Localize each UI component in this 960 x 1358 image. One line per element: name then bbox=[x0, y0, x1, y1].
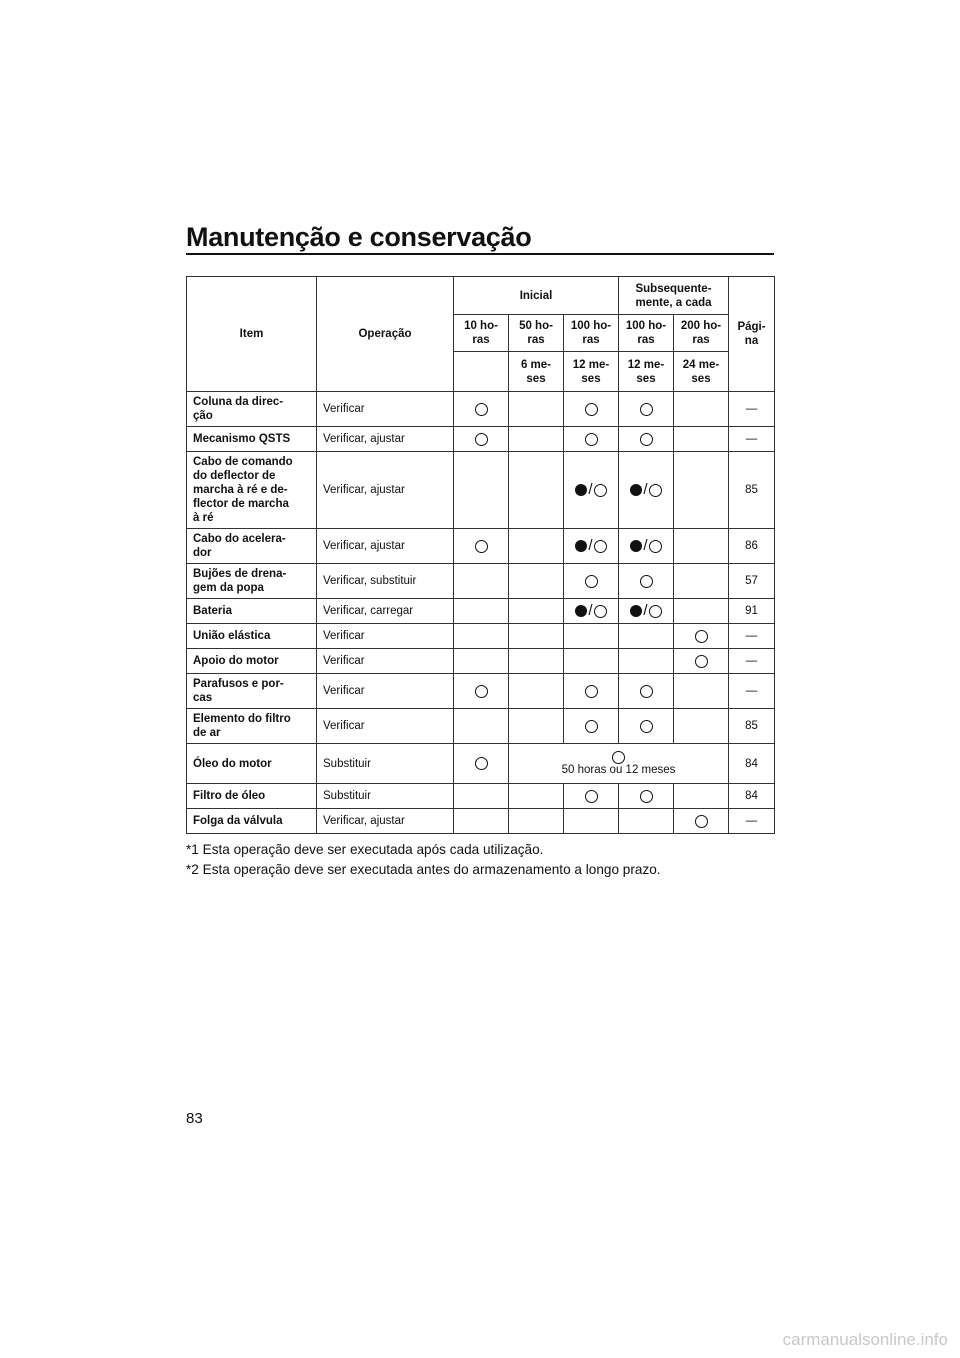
row-mark bbox=[454, 674, 509, 709]
header-page: Pági- na bbox=[729, 277, 775, 392]
row-mark bbox=[564, 784, 619, 809]
row-page: 86 bbox=[729, 529, 775, 564]
slash-icon: / bbox=[643, 602, 648, 619]
row-mark bbox=[564, 452, 619, 529]
header-hours: 200 ho- ras bbox=[674, 315, 729, 352]
row-mark bbox=[619, 784, 674, 809]
table-row bbox=[187, 427, 775, 452]
page-title: Manutenção e conservação bbox=[186, 222, 532, 252]
slash-icon: / bbox=[588, 537, 593, 554]
row-item: Filtro de óleo bbox=[187, 784, 317, 809]
row-operation: Verificar, carregar bbox=[317, 599, 454, 624]
page-number: 83 bbox=[186, 1110, 203, 1127]
row-mark bbox=[564, 564, 619, 599]
row-page: 84 bbox=[729, 744, 775, 784]
row-mark bbox=[454, 564, 509, 599]
header-hours: 100 ho- ras bbox=[564, 315, 619, 352]
row-mark bbox=[674, 624, 729, 649]
row-mark bbox=[454, 784, 509, 809]
row-page: — bbox=[729, 649, 775, 674]
filled-dot-icon bbox=[575, 540, 587, 552]
row-mark bbox=[619, 529, 674, 564]
check-ring-icon bbox=[594, 484, 607, 497]
row-operation: Verificar, ajustar bbox=[317, 529, 454, 564]
row-item: Folga da válvula bbox=[187, 809, 317, 834]
row-mark bbox=[509, 709, 564, 744]
row-operation: Verificar, ajustar bbox=[317, 809, 454, 834]
check-ring-icon bbox=[612, 751, 625, 764]
footnote-2: *2 Esta operação deve ser executada antes do armazenamento a longo prazo. bbox=[186, 862, 661, 877]
check-ring-icon bbox=[649, 540, 662, 553]
filled-dot-icon bbox=[630, 484, 642, 496]
row-mark bbox=[619, 709, 674, 744]
check-ring-icon bbox=[695, 630, 708, 643]
row-mark bbox=[509, 784, 564, 809]
row-mark bbox=[509, 452, 564, 529]
table-row bbox=[187, 649, 775, 674]
row-mark bbox=[454, 649, 509, 674]
maintenance-schedule-table bbox=[186, 276, 775, 834]
row-mark bbox=[454, 709, 509, 744]
footnotes bbox=[186, 840, 661, 880]
row-mark bbox=[674, 529, 729, 564]
filled-dot-icon bbox=[630, 540, 642, 552]
row-page: — bbox=[729, 674, 775, 709]
row-item: União elástica bbox=[187, 624, 317, 649]
row-page: — bbox=[729, 624, 775, 649]
row-item: Coluna da direc- ção bbox=[187, 392, 317, 427]
row-page: 57 bbox=[729, 564, 775, 599]
row-mark bbox=[454, 809, 509, 834]
row-operation: Verificar bbox=[317, 674, 454, 709]
row-mark bbox=[674, 649, 729, 674]
table-row bbox=[187, 392, 775, 427]
row-mark bbox=[509, 624, 564, 649]
row-mark bbox=[619, 649, 674, 674]
row-mark-span bbox=[509, 744, 729, 784]
check-ring-icon bbox=[475, 540, 488, 553]
row-page: 85 bbox=[729, 452, 775, 529]
table-row bbox=[187, 784, 775, 809]
check-ring-icon bbox=[640, 790, 653, 803]
row-mark bbox=[509, 427, 564, 452]
table-row bbox=[187, 709, 775, 744]
row-operation: Substituir bbox=[317, 784, 454, 809]
row-mark bbox=[674, 809, 729, 834]
row-mark bbox=[454, 427, 509, 452]
row-item: Cabo do acelera- dor bbox=[187, 529, 317, 564]
table-row bbox=[187, 529, 775, 564]
header-months: 24 me- ses bbox=[674, 352, 729, 392]
check-ring-icon bbox=[640, 403, 653, 416]
check-ring-icon bbox=[649, 605, 662, 618]
row-mark bbox=[509, 649, 564, 674]
row-page: — bbox=[729, 392, 775, 427]
watermark: carmanualsonline.info bbox=[782, 1330, 948, 1349]
row-page: 91 bbox=[729, 599, 775, 624]
check-ring-icon bbox=[475, 433, 488, 446]
row-mark bbox=[564, 649, 619, 674]
row-mark bbox=[674, 709, 729, 744]
table-row bbox=[187, 674, 775, 709]
row-mark bbox=[674, 599, 729, 624]
row-mark bbox=[454, 744, 509, 784]
row-item: Bujões de drena- gem da popa bbox=[187, 564, 317, 599]
check-ring-icon bbox=[585, 685, 598, 698]
header-months: 6 me- ses bbox=[509, 352, 564, 392]
header-months-empty bbox=[454, 352, 509, 392]
check-ring-icon bbox=[640, 575, 653, 588]
header-operation: Operação bbox=[317, 277, 454, 392]
row-operation: Verificar bbox=[317, 709, 454, 744]
row-operation: Verificar bbox=[317, 649, 454, 674]
row-item: Apoio do motor bbox=[187, 649, 317, 674]
row-page: — bbox=[729, 809, 775, 834]
row-mark bbox=[454, 599, 509, 624]
check-ring-icon bbox=[640, 685, 653, 698]
slash-icon: / bbox=[588, 481, 593, 498]
row-page: 84 bbox=[729, 784, 775, 809]
row-mark bbox=[509, 564, 564, 599]
check-ring-icon bbox=[475, 757, 488, 770]
table-row bbox=[187, 809, 775, 834]
row-page: 85 bbox=[729, 709, 775, 744]
header-months: 12 me- ses bbox=[564, 352, 619, 392]
header-hours: 100 ho- ras bbox=[619, 315, 674, 352]
filled-dot-icon bbox=[630, 605, 642, 617]
row-mark bbox=[674, 427, 729, 452]
footnote-1: *1 Esta operação deve ser executada após cada utilização. bbox=[186, 842, 544, 857]
row-operation: Verificar bbox=[317, 624, 454, 649]
check-ring-icon bbox=[649, 484, 662, 497]
row-operation: Verificar, ajustar bbox=[317, 452, 454, 529]
row-operation: Verificar, ajustar bbox=[317, 427, 454, 452]
check-ring-icon bbox=[585, 720, 598, 733]
check-ring-icon bbox=[475, 685, 488, 698]
row-item: Elemento do filtro de ar bbox=[187, 709, 317, 744]
row-mark bbox=[619, 809, 674, 834]
row-item: Mecanismo QSTS bbox=[187, 427, 317, 452]
slash-icon: / bbox=[643, 537, 648, 554]
filled-dot-icon bbox=[575, 484, 587, 496]
check-ring-icon bbox=[585, 433, 598, 446]
row-mark bbox=[509, 529, 564, 564]
table-row bbox=[187, 564, 775, 599]
header-subsequent: Subsequente- mente, a cada bbox=[619, 277, 729, 315]
check-ring-icon bbox=[640, 720, 653, 733]
row-mark bbox=[454, 452, 509, 529]
span-note: 50 horas ou 12 meses bbox=[561, 763, 676, 776]
check-ring-icon bbox=[594, 540, 607, 553]
row-operation: Verificar, substituir bbox=[317, 564, 454, 599]
check-ring-icon bbox=[475, 403, 488, 416]
row-mark bbox=[619, 674, 674, 709]
header-hours: 50 ho- ras bbox=[509, 315, 564, 352]
check-ring-icon bbox=[695, 655, 708, 668]
row-mark bbox=[674, 674, 729, 709]
row-mark bbox=[509, 392, 564, 427]
slash-icon: / bbox=[643, 481, 648, 498]
row-operation: Verificar bbox=[317, 392, 454, 427]
table-row bbox=[187, 452, 775, 529]
check-ring-icon bbox=[585, 790, 598, 803]
row-mark bbox=[674, 452, 729, 529]
slash-icon: / bbox=[588, 602, 593, 619]
row-operation: Substituir bbox=[317, 744, 454, 784]
row-mark bbox=[564, 624, 619, 649]
row-mark bbox=[674, 392, 729, 427]
schedule-body bbox=[187, 392, 775, 834]
row-mark bbox=[454, 392, 509, 427]
row-mark bbox=[619, 564, 674, 599]
header-hours: 10 ho- ras bbox=[454, 315, 509, 352]
row-item: Parafusos e por- cas bbox=[187, 674, 317, 709]
row-mark bbox=[564, 809, 619, 834]
row-mark bbox=[619, 452, 674, 529]
row-mark bbox=[564, 427, 619, 452]
row-mark bbox=[619, 427, 674, 452]
row-mark bbox=[619, 392, 674, 427]
check-ring-icon bbox=[695, 815, 708, 828]
header-initial: Inicial bbox=[454, 277, 619, 315]
table-row bbox=[187, 624, 775, 649]
title-rule bbox=[186, 253, 774, 255]
check-ring-icon bbox=[585, 403, 598, 416]
table-row bbox=[187, 744, 775, 784]
row-mark bbox=[674, 784, 729, 809]
row-item: Cabo de comando do deflector de marcha à ré e de- flector de marcha à ré bbox=[187, 452, 317, 529]
row-item: Bateria bbox=[187, 599, 317, 624]
row-mark bbox=[674, 564, 729, 599]
row-mark bbox=[509, 599, 564, 624]
row-mark bbox=[619, 624, 674, 649]
table-row bbox=[187, 599, 775, 624]
row-item: Óleo do motor bbox=[187, 744, 317, 784]
row-mark bbox=[564, 529, 619, 564]
row-mark bbox=[564, 674, 619, 709]
row-mark bbox=[564, 392, 619, 427]
check-ring-icon bbox=[594, 605, 607, 618]
row-mark bbox=[454, 624, 509, 649]
header-months: 12 me- ses bbox=[619, 352, 674, 392]
filled-dot-icon bbox=[575, 605, 587, 617]
row-mark bbox=[454, 529, 509, 564]
row-mark bbox=[509, 674, 564, 709]
row-mark bbox=[564, 709, 619, 744]
row-mark bbox=[509, 809, 564, 834]
row-page: — bbox=[729, 427, 775, 452]
header-item: Item bbox=[187, 277, 317, 392]
row-mark bbox=[619, 599, 674, 624]
row-mark bbox=[564, 599, 619, 624]
check-ring-icon bbox=[585, 575, 598, 588]
check-ring-icon bbox=[640, 433, 653, 446]
